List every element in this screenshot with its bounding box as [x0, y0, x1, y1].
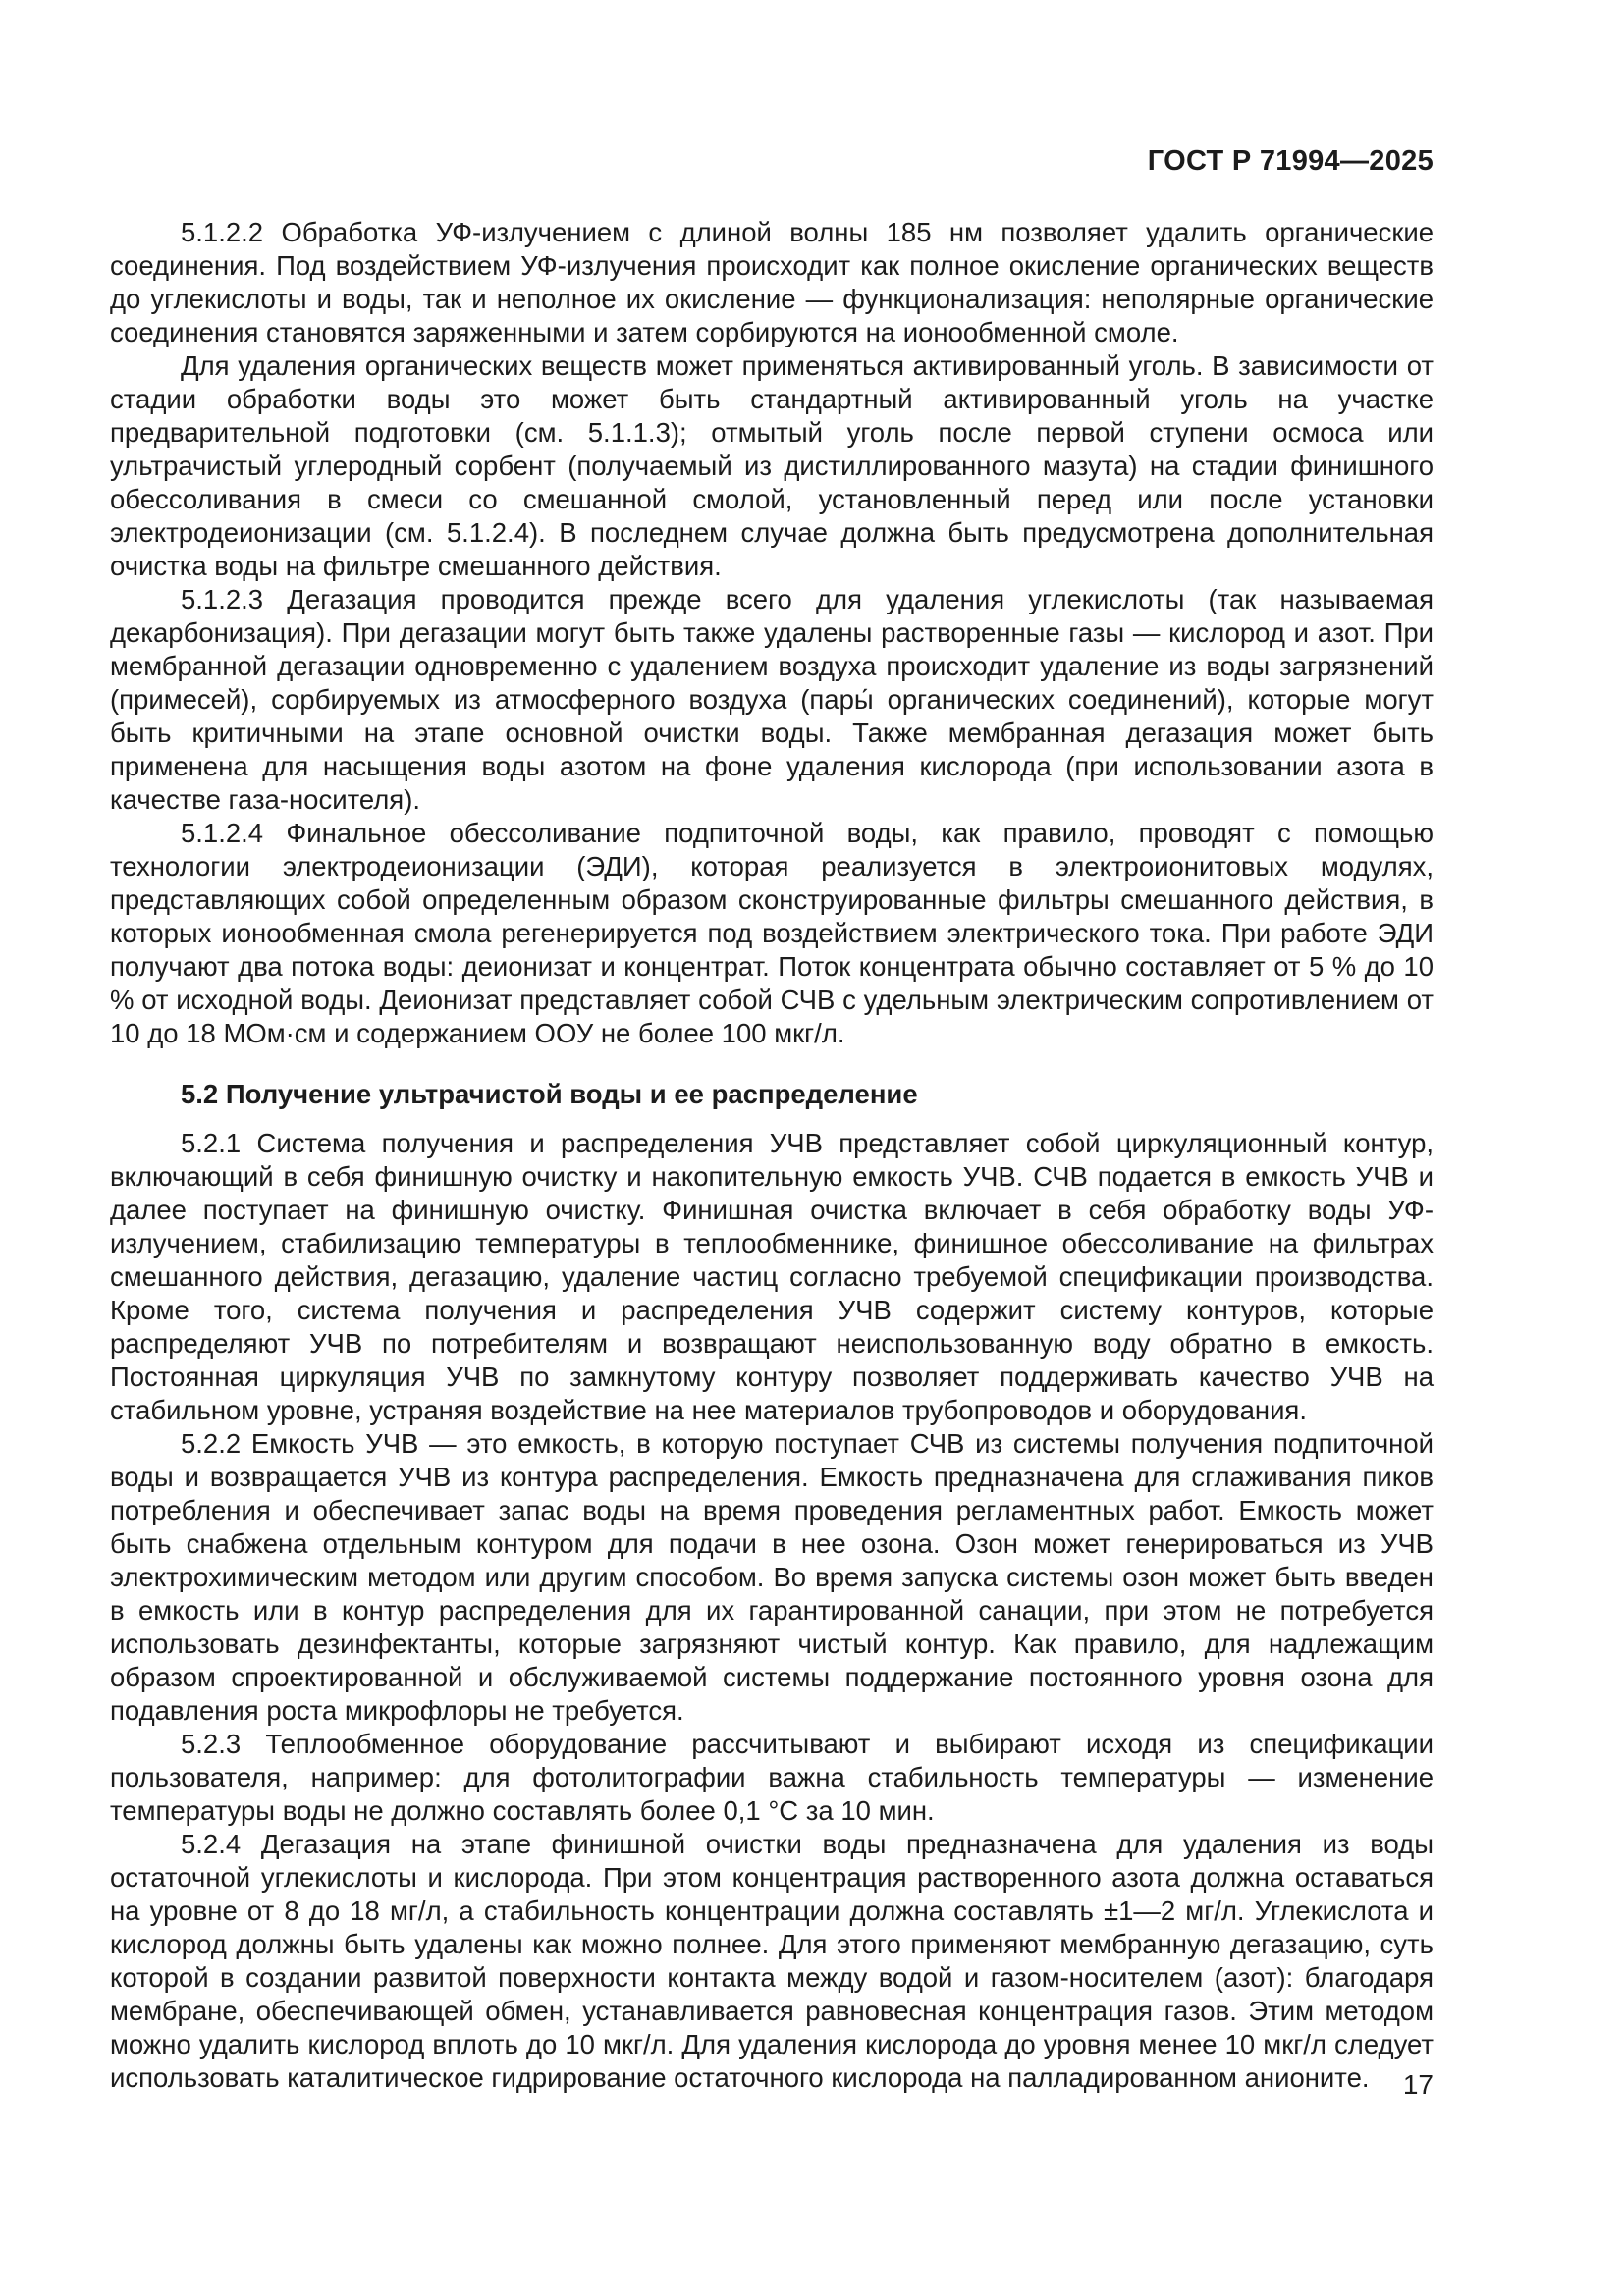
paragraph-5-1-2-3: 5.1.2.3 Дегазация проводится прежде всего для удаления углекислоты (так называемая декарбонизация). При дегазации могут быть также удалены растворенные газы — кислород и азот. При мембранной дегазации одновременно с удалением воздуха происходит удаление из воды загрязнений (примесей), сорбируемых из атмосферного воздуха (пары́ органических соединений), которые могут быть критичными на этапе основной очистки воды. Также мембранная дегазация может быть применена для насыщения воды азотом на фоне удаления кислорода (при использовании азота в качестве газа-носителя).: [110, 584, 1434, 815]
paragraph-5-1-2-2: 5.1.2.2 Обработка УФ-излучением с длиной волны 185 нм позволяет удалить органические соединения. Под воздействием УФ-излучения происходит как полное окисление органических веществ до углекислоты и воды, так и неполное их окисление — функционализация: неполярные органические соединения становятся заряженными и затем сорбируются на ионообменной смоле.: [110, 217, 1434, 347]
paragraph-5-2-3: 5.2.3 Теплообменное оборудование рассчитывают и выбирают исходя из спецификации пользователя, например: для фотолитографии важна стабильность температуры — изменение температуры воды не должно составлять более 0,1 °С за 10 мин.: [110, 1729, 1434, 1826]
section-heading-5-2: 5.2 Получение ультрачистой воды и ее распределение: [181, 1079, 918, 1109]
running-header: [110, 145, 1434, 178]
paragraph-5-2-2: 5.2.2 Емкость УЧВ — это емкость, в которую поступает СЧВ из системы получения подпиточной воды и возвращается УЧВ из контура распределения. Емкость предназначена для сглаживания пиков потребления и обеспечивает запас воды на время проведения регламентных работ. Емкость может быть снабжена отдельным контуром для подачи в нее озона. Озон может генерироваться из УЧВ электрохимическим методом или другим способом. Во время запуска системы озон может быть введен в емкость или в контур распределения для их гарантированной санации, при этом не потребуется использовать дезинфектанты, которые загрязняют чистый контур. Как правило, для надлежащим образом спроектированной и обслуживаемой системы поддержание постоянного уровня озона для подавления роста микрофлоры не требуется.: [110, 1428, 1434, 1726]
standard-designation: ГОСТ Р 71994—2025: [1147, 145, 1434, 177]
page-number: 17: [1402, 2069, 1434, 2100]
paragraph-5-1-2-4: 5.1.2.4 Финальное обессоливание подпиточной воды, как правило, проводят с помощью технологии электродеионизации (ЭДИ), которая реализуется в электроионитовых модулях, представляющих собой определенным образом сконструированные фильтры смешанного действия, в которых ионообменная смола регенерируется под воздействием электрического тока. При работе ЭДИ получают два потока воды: деионизат и концентрат. Поток концентрата обычно составляет от 5 % до 10 % от исходной воды. Деионизат представляет собой СЧВ с удельным электрическим сопротивлением от 10 до 18 МОм·см и содержанием ООУ не более 100 мкг/л.: [110, 818, 1434, 1048]
document-body: [110, 216, 1434, 2095]
paragraph-5-2-4: 5.2.4 Дегазация на этапе финишной очистки воды предназначена для удаления из воды остаточной углекислоты и кислорода. При этом концентрация растворенного азота должна оставаться на уровне от 8 до 18 мг/л, а стабильность концентрации должна составлять ±1—2 мг/л. Углекислота и кислород должны быть удалены как можно полнее. Для этого применяют мембранную дегазацию, суть которой в создании развитой поверхности контакта между водой и газом-носителем (азот): благодаря мембране, обеспечивающей обмен, устанавливается равновесная концентрация газов. Этим методом можно удалить кислород вплоть до 10 мкг/л. Для удаления кислорода до уровня менее 10 мкг/л следует использовать каталитическое гидрирование остаточного кислорода на палладированном анионите.: [110, 1829, 1434, 2093]
paragraph-5-2-1: 5.2.1 Система получения и распределения УЧВ представляет собой циркуляционный контур, включающий в себя финишную очистку и накопительную емкость УЧВ. СЧВ подается в емкость УЧВ и далее поступает на финишную очистку. Финишная очистка включает в себя обработку воды УФ-излучением, стабилизацию температуры в теплообменнике, финишное обессоливание на фильтрах смешанного действия, дегазацию, удаление частиц согласно требуемой спецификации производства. Кроме того, система получения и распределения УЧВ содержит систему контуров, которые распределяют УЧВ по потребителям и возвращают неиспользованную воду обратно в емкость. Постоянная циркуляция УЧВ по замкнутому контуру позволяет поддерживать качество УЧВ на стабильном уровне, устраняя воздействие на нее материалов трубопроводов и оборудования.: [110, 1128, 1434, 1425]
paragraph-5-1-2-2-continuation: Для удаления органических веществ может применяться активированный уголь. В зависимости от стадии обработки воды это может быть стандартный активированный уголь на участке предварительной подготовки (см. 5.1.1.3); отмытый уголь после первой ступени осмоса или ультрачистый углеродный сорбент (получаемый из дистиллированного мазута) на стадии финишного обессоливания в смеси со смешанной смолой, установленный перед или после установки электродеионизации (см. 5.1.2.4). В последнем случае должна быть предусмотрена дополнительная очистка воды на фильтре смешанного действия.: [110, 350, 1434, 581]
